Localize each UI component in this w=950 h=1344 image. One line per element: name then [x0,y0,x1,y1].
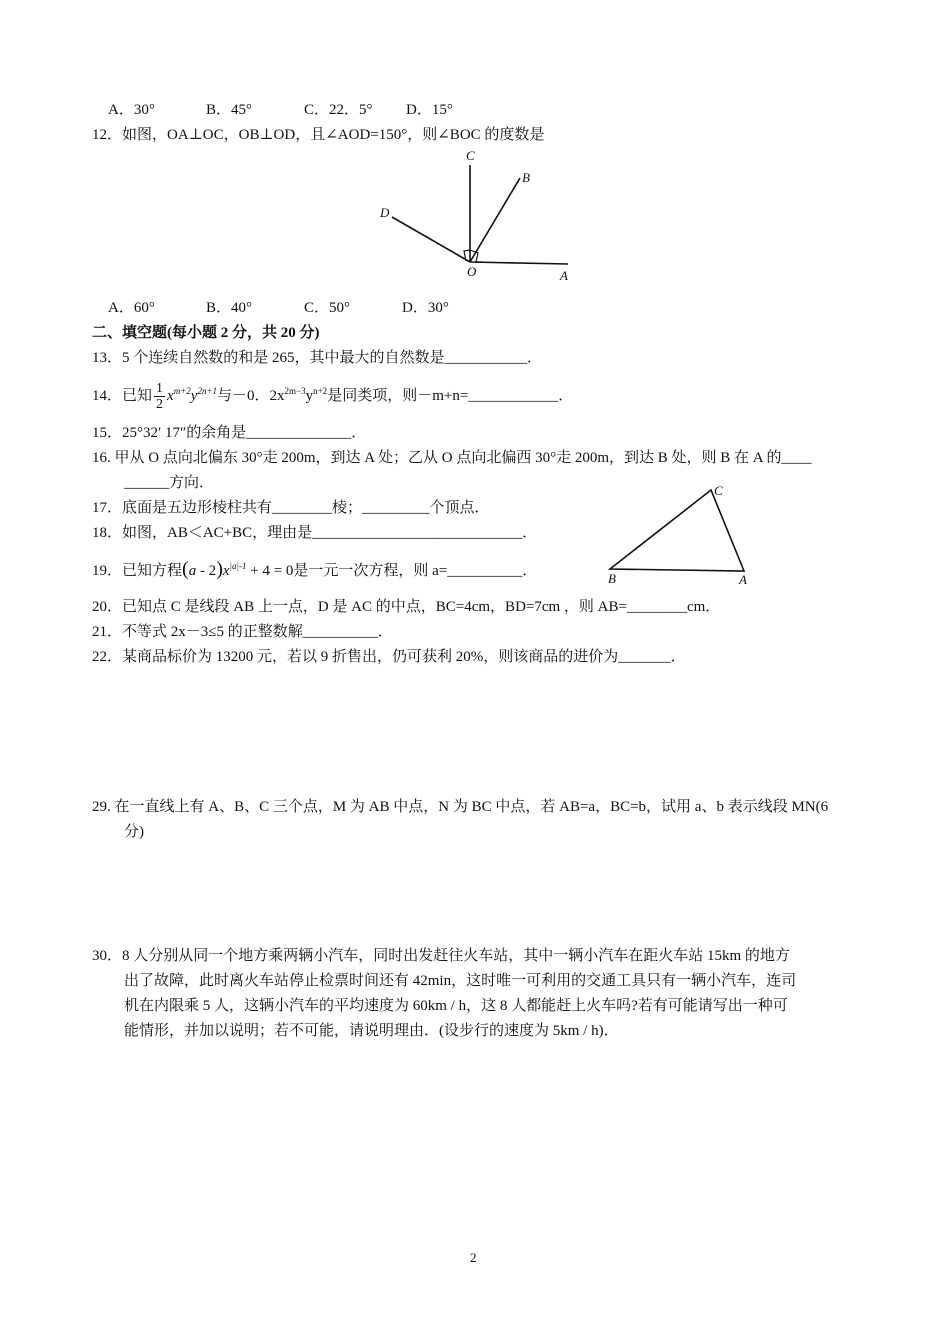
q14-fraction: $\frac{1}{2}$ [156,381,164,413]
q11-options [108,100,453,120]
q16-line1: 16. 甲从 O 点向北偏东 30°走 200m，到达 A 处；乙从 O 点向北偏西 30°走 200m，到达 B 处，则 B 在 A 的____ [92,450,812,466]
triangle-figure [600,480,770,595]
q14-prefix: 14．已知 [92,388,153,404]
label-b: B [522,170,530,185]
q29-line2: 分) [124,824,144,840]
q12-angle-figure [370,145,590,285]
triangle-label-c: C [714,483,723,498]
q12-option-b: B．40° [206,300,253,316]
q17-text: 17．底面是五边形棱柱共有________棱；_________个顶点． [92,500,490,516]
q12-option-c: C．50° [304,300,351,316]
label-c: C [466,148,475,163]
q22-text: 22．某商品标价为 13200 元，若以 9 折售出，仍可获利 20%，则该商品的进价为_______． [92,649,686,665]
ray-ob [470,178,520,262]
q20-text: 20．已知点 C 是线段 AB 上一点，D 是 AC 的中点，BC=4cm，BD=7cm ，则 AB=________cm． [92,599,721,615]
q12-text: 12．如图，OA⊥OC，OB⊥OD，且∠AOD=150°，则∠BOC 的度数是 [92,127,545,143]
triangle-abc [610,490,744,571]
q18-text: 18．如图，AB＜AC+BC，理由是____________________________． [92,525,538,541]
q14-text: 14．已知 $\frac{1}{2}$ $x^{m+2}y^{2n+1}$与－0．$2x^{2m-3}y^{n+2}$是同类项，则－m+n=____________． [92,381,574,413]
q13-text: 13．5 个连续自然数的和是 265，其中最大的自然数是___________． [92,350,543,366]
q11-option-d: D．15° [406,102,453,118]
ray-od [392,217,470,262]
section-2-title: 二、填空题(每小题 2 分，共 20 分) [92,325,320,341]
ray-oa [470,262,568,264]
q29-line1: 29. 在一直线上有 A、B、C 三个点，M 为 AB 中点，N 为 BC 中点，若 AB=a，BC=b，试用 a、b 表示线段 MN(6 [92,799,829,815]
q19-text: 19．已知方程$(a - 2)x^{|a|-1} + 4 = 0$是一元一次方程，则 a=__________． [92,558,538,580]
triangle-label-b: B [608,571,616,586]
q21-text: 21．不等式 2x－3≤5 的正整数解__________． [92,624,393,640]
q15-text: 15．25°32′ 17″的余角是______________． [92,425,367,441]
q30-line3: 机在内限乘 5 人，这辆小汽车的平均速度为 60km / h，这 8 人都能赶上火车吗?若有可能请写出一种可 [124,998,788,1014]
q12-option-a: A．60° [108,300,155,316]
q16-line2: ______方向． [124,475,215,491]
label-o: O [467,264,477,279]
label-a: A [560,268,568,283]
triangle-label-a: A [739,572,747,587]
q30-line1: 30．8 人分别从同一个地方乘两辆小汽车，同时出发赶往火车站，其中一辆小汽车在距火车站 15km 的地方 [92,948,790,964]
label-d: D [380,205,390,220]
q11-option-a: A．30° [108,102,155,118]
q30-line4: 能情形，并加以说明；若不可能，请说明理由．(设步行的速度为 5km / h)． [124,1023,619,1039]
page-number: 2 [470,1250,477,1265]
q12-options [108,298,449,318]
q12-option-d: D．30° [402,300,449,316]
q30-line2: 出了故障，此时离火车站停止检票时间还有 42min，这时唯一可利用的交通工具只有一辆小汽车，连司 [124,973,797,989]
q11-option-c: C．22．5° [304,102,373,118]
q11-option-b: B．45° [206,102,253,118]
